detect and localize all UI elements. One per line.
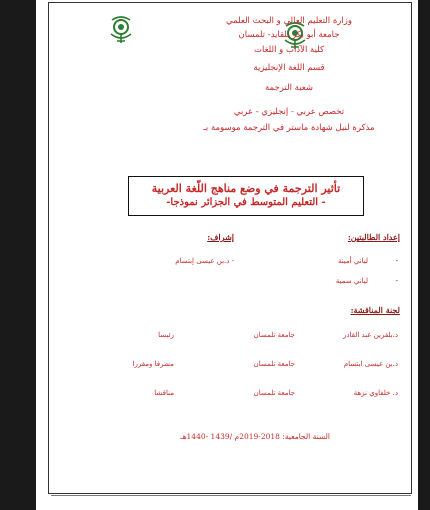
committee-member-role-3: مناقشا [154, 389, 174, 397]
university-line: جامعة أبو بكر بلقايد- تلمسان [238, 30, 340, 40]
student-dash-2: - [395, 277, 398, 285]
specialty-line: تخصص عربي - إنجليزي - عربي [233, 107, 345, 117]
student-name-2: لياني سمية [335, 277, 368, 285]
dark-margin-left [0, 0, 36, 510]
thesis-title: تأثير الترجمة في وضع مناهج اللّغة العربية [151, 182, 341, 195]
committee-label: لجنة المناقشة: [350, 305, 400, 315]
memo-line: مذكرة لنيل شهادة ماستر في الترجمة موسومة بـ [203, 123, 375, 133]
thesis-title-box [128, 176, 364, 216]
department-line: قسم اللغة الإنجليزية [253, 63, 325, 73]
supervisor-name: - د.بن عيسى إبتسام [175, 257, 234, 265]
thesis-subtitle: - التعليم المتوسط في الجزائر نموذجا- [166, 197, 326, 208]
committee-member-affiliation-1: جامعة تلمسان [253, 331, 295, 339]
student-dash-1: - [395, 257, 398, 265]
prepared-by-label: إعداد الطالبتين: [347, 232, 400, 242]
faculty-line: كلية الآداب و اللغات [253, 45, 324, 55]
committee-member-name-1: د.بلقرين عبد القادر [343, 331, 398, 339]
university-emblem-left-icon [108, 14, 134, 44]
page-bottom-line [51, 495, 411, 496]
committee-member-affiliation-2: جامعة تلمسان [253, 360, 295, 368]
branch-line: شعبة الترجمة [265, 83, 313, 93]
academic-year: السنة الجامعية: 2018-2019م /1439 -1440هـ [180, 432, 330, 441]
committee-member-name-3: د. خلفاوي نزهة [353, 389, 398, 397]
committee-member-name-2: د.بن عيسى ابتسام [343, 360, 398, 368]
page-border [48, 2, 412, 494]
supervision-label: إشراف: [207, 232, 234, 242]
ministry-line: وزارة التعليم العالي و البحث العلمي [226, 16, 352, 26]
committee-member-role-2: مشرفا ومقررا [132, 360, 174, 368]
dark-margin-right [418, 0, 430, 510]
committee-member-affiliation-3: جامعة تلمسان [253, 389, 295, 397]
committee-member-role-1: رئيسا [158, 331, 174, 339]
student-name-1: لياني أمينة [337, 257, 368, 265]
